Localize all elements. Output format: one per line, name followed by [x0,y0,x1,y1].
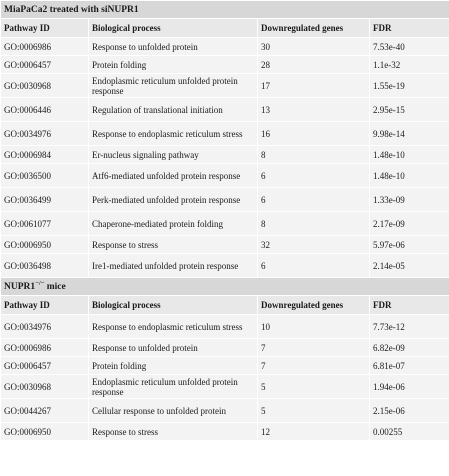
biological-process-cell: Regulation of translational initiation [89,98,258,122]
table-row [1,357,449,375]
fdr-cell: 1.1e-32 [370,56,449,74]
header-biological-process: Biological process [89,19,258,38]
biological-process-cell: Endoplasmic reticulum unfolded protein response [89,74,258,98]
biological-process-cell: Response to stress [89,236,258,254]
fdr-cell: 6.81e-07 [370,357,449,375]
section-title [1,1,449,19]
table-row [1,375,449,399]
section-title [1,278,449,296]
fdr-cell: 0.00255 [370,423,449,441]
column-header-row [1,19,449,38]
downregulated-genes-cell: 17 [258,74,370,98]
header-biological-process: Biological process [89,296,258,315]
downregulated-genes-cell: 32 [258,236,370,254]
header-fdr: FDR [370,296,449,315]
biological-process-cell: Response to unfolded protein [89,339,258,357]
downregulated-genes-cell: 6 [258,254,370,278]
fdr-cell: 1.48e-10 [370,146,449,164]
pathway-id-cell: GO:0006986 [1,339,89,357]
downregulated-genes-cell: 10 [258,315,370,339]
downregulated-genes-cell: 7 [258,357,370,375]
header-downregulated-genes: Downregulated genes [258,19,370,38]
fdr-cell: 1.48e-10 [370,164,449,188]
table-row [1,399,449,423]
pathway-id-cell: GO:0006986 [1,38,89,56]
table-row [1,339,449,357]
pathway-id-cell: GO:0006984 [1,146,89,164]
table-row [1,74,449,98]
pathway-id-cell: GO:0006457 [1,357,89,375]
pathway-id-cell: GO:0006457 [1,56,89,74]
table-row [1,212,449,236]
fdr-cell: 7.73e-12 [370,315,449,339]
biological-process-cell: Protein folding [89,357,258,375]
fdr-cell: 6.82e-09 [370,339,449,357]
pathway-id-cell: GO:0034976 [1,315,89,339]
downregulated-genes-cell: 5 [258,399,370,423]
downregulated-genes-cell: 6 [258,188,370,212]
section-title-row [1,278,449,296]
fdr-cell: 9.98e-14 [370,122,449,146]
biological-process-cell: Atf6-mediated unfolded protein response [89,164,258,188]
table-row [1,56,449,74]
biological-process-cell: Response to endoplasmic reticulum stress [89,315,258,339]
biological-process-cell: Ire1-mediated unfolded protein response [89,254,258,278]
table-row [1,236,449,254]
pathway-id-cell: GO:0044267 [1,399,89,423]
downregulated-genes-cell: 28 [258,56,370,74]
pathway-id-cell: GO:0036500 [1,164,89,188]
table-row [1,188,449,212]
fdr-cell: 2.15e-06 [370,399,449,423]
fdr-cell: 1.94e-06 [370,375,449,399]
table-row [1,38,449,56]
section-title-suffix: mice [44,281,66,292]
fdr-cell: 2.17e-09 [370,212,449,236]
table-row [1,98,449,122]
downregulated-genes-cell: 30 [258,38,370,56]
pathway-id-cell: GO:0036498 [1,254,89,278]
biological-process-cell: Endoplasmic reticulum unfolded protein response [89,375,258,399]
pathway-id-cell: GO:0061077 [1,212,89,236]
section-title-row [1,1,449,19]
fdr-cell: 5.97e-06 [370,236,449,254]
pathway-id-cell: GO:0036499 [1,188,89,212]
table-row [1,146,449,164]
biological-process-cell: Er-nucleus signaling pathway [89,146,258,164]
fdr-cell: 7.53e-40 [370,38,449,56]
table-row [1,122,449,146]
table-row [1,423,449,441]
downregulated-genes-cell: 12 [258,423,370,441]
pathway-id-cell: GO:0030968 [1,74,89,98]
header-downregulated-genes: Downregulated genes [258,296,370,315]
column-header-row [1,296,449,315]
table-row [1,315,449,339]
pathway-id-cell: GO:0006950 [1,236,89,254]
fdr-cell: 1.55e-19 [370,74,449,98]
downregulated-genes-cell: 7 [258,339,370,357]
biological-process-cell: Cellular response to unfolded protein [89,399,258,423]
downregulated-genes-cell: 8 [258,146,370,164]
fdr-cell: 1.33e-09 [370,188,449,212]
fdr-cell: 2.14e-05 [370,254,449,278]
header-pathway-id: Pathway ID [1,296,89,315]
biological-process-cell: Perk-mediated unfolded protein response [89,188,258,212]
biological-process-cell: Chaperone-mediated protein folding [89,212,258,236]
biological-process-cell: Response to unfolded protein [89,38,258,56]
pathway-id-cell: GO:0030968 [1,375,89,399]
biological-process-cell: Protein folding [89,56,258,74]
table-row [1,164,449,188]
downregulated-genes-cell: 8 [258,212,370,236]
header-pathway-id: Pathway ID [1,19,89,38]
pathway-id-cell: GO:0006950 [1,423,89,441]
section-title-superscript: −/− [35,279,45,287]
section-title-text: MiaPaCa2 treated with siNUPR1 [4,4,139,15]
pathway-id-cell: GO:0006446 [1,98,89,122]
header-fdr: FDR [370,19,449,38]
downregulated-genes-cell: 16 [258,122,370,146]
biological-process-cell: Response to stress [89,423,258,441]
biological-process-cell: Response to endoplasmic reticulum stress [89,122,258,146]
table-row [1,254,449,278]
fdr-cell: 2.95e-15 [370,98,449,122]
downregulated-genes-cell: 6 [258,164,370,188]
pathway-id-cell: GO:0034976 [1,122,89,146]
downregulated-genes-cell: 13 [258,98,370,122]
downregulated-genes-cell: 5 [258,375,370,399]
section-title-text: NUPR1 [4,281,36,292]
